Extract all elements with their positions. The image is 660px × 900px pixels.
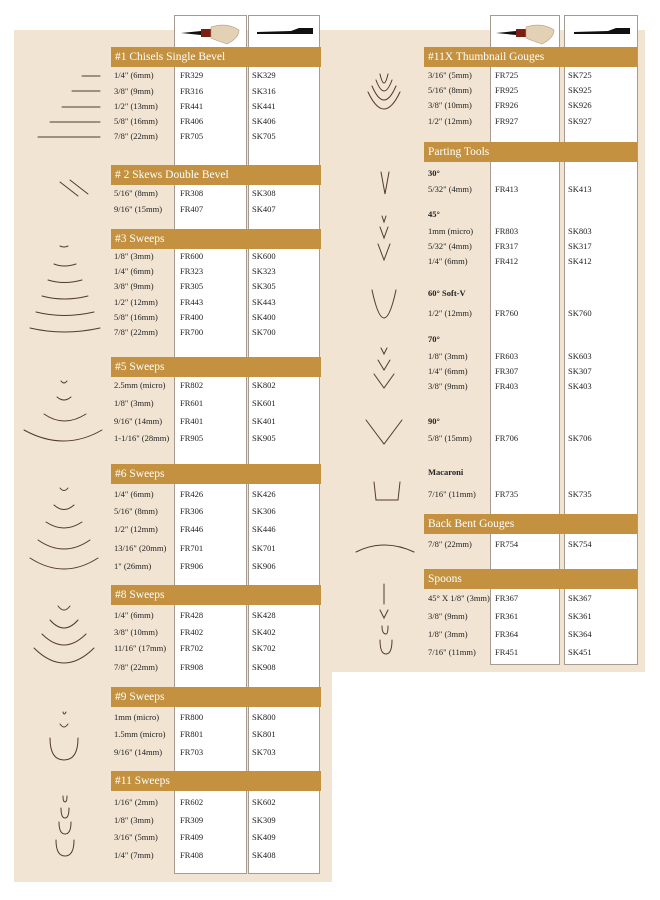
size-cell: 1/8" (3mm) bbox=[114, 251, 154, 261]
size-cell: 3/16" (5mm) bbox=[428, 70, 472, 80]
size-cell: 9/16" (14mm) bbox=[114, 416, 163, 426]
sk-code-cell: SK402 bbox=[252, 627, 276, 637]
angle-label: 70° bbox=[428, 334, 440, 344]
sk-code-cell: SK307 bbox=[568, 366, 592, 376]
size-cell: 11/16" (17mm) bbox=[114, 643, 167, 653]
section-header: #3 Sweeps bbox=[111, 229, 321, 249]
fr-code-cell: FR803 bbox=[495, 226, 519, 236]
section-header: #8 Sweeps bbox=[111, 585, 321, 605]
fr-code-cell: FR426 bbox=[180, 489, 204, 499]
size-cell: 1/8" (3mm) bbox=[114, 815, 154, 825]
size-cell: 1/4" (6mm) bbox=[428, 256, 468, 266]
size-cell: 5/8" (16mm) bbox=[114, 312, 158, 322]
size-cell: 1/4" (6mm) bbox=[114, 489, 154, 499]
angle-label: 45° bbox=[428, 209, 440, 219]
fr-tool-icon-right bbox=[492, 18, 558, 48]
size-cell: 3/8" (10mm) bbox=[114, 627, 158, 637]
size-cell: 1/8" (3mm) bbox=[428, 351, 468, 361]
sk-code-cell: SK603 bbox=[568, 351, 592, 361]
sk-code-cell: SK426 bbox=[252, 489, 276, 499]
sk-code-cell: SK451 bbox=[568, 647, 592, 657]
fr-code-cell: FR443 bbox=[180, 297, 204, 307]
size-cell: 2.5mm (micro) bbox=[114, 380, 166, 390]
fr-code-cell: FR600 bbox=[180, 251, 204, 261]
section-header: Back Bent Gouges bbox=[424, 514, 637, 534]
sk-code-cell: SK317 bbox=[568, 241, 592, 251]
size-cell: 5/32" (4mm) bbox=[428, 184, 472, 194]
angle-label: Macaroni bbox=[428, 467, 464, 477]
fr-code-cell: FR406 bbox=[180, 116, 204, 126]
sk-code-cell: SK400 bbox=[252, 312, 276, 322]
fr-code-cell: FR760 bbox=[495, 308, 519, 318]
fr-code-cell: FR401 bbox=[180, 416, 204, 426]
size-cell: 3/16" (5mm) bbox=[114, 832, 158, 842]
size-cell: 3/8" (9mm) bbox=[428, 611, 468, 621]
size-cell: 1/16" (2mm) bbox=[114, 797, 158, 807]
size-cell: 7/8" (22mm) bbox=[114, 662, 158, 672]
size-cell: 5/16" (8mm) bbox=[114, 188, 158, 198]
fr-code-cell: FR925 bbox=[495, 85, 519, 95]
size-cell: 3/8" (10mm) bbox=[428, 100, 472, 110]
fr-code-cell: FR906 bbox=[180, 561, 204, 571]
section-header: #11 Sweeps bbox=[111, 771, 321, 791]
fr-code-cell: FR413 bbox=[495, 184, 519, 194]
fr-code-cell: FR908 bbox=[180, 662, 204, 672]
section-header: Parting Tools bbox=[424, 142, 637, 162]
angle-label: 30° bbox=[428, 168, 440, 178]
sk-code-cell: SK926 bbox=[568, 100, 592, 110]
fr-code-cell: FR400 bbox=[180, 312, 204, 322]
sk-code-cell: SK706 bbox=[568, 433, 592, 443]
sk-code-cell: SK428 bbox=[252, 610, 276, 620]
size-cell: 1/4" (6mm) bbox=[114, 266, 154, 276]
size-cell: 1/4" (6mm) bbox=[114, 610, 154, 620]
size-cell: 5/16" (8mm) bbox=[114, 506, 158, 516]
size-cell: 1/2" (13mm) bbox=[114, 101, 158, 111]
angle-label: 60° Soft-V bbox=[428, 288, 466, 298]
sk-code-cell: SK905 bbox=[252, 433, 276, 443]
size-cell: 1/8" (3mm) bbox=[114, 398, 154, 408]
sk-code-cell: SK754 bbox=[568, 539, 592, 549]
sk-code-cell: SK802 bbox=[252, 380, 276, 390]
sk-code-cell: SK760 bbox=[568, 308, 592, 318]
fr-code-cell: FR927 bbox=[495, 116, 519, 126]
fr-tool-icon bbox=[177, 18, 243, 48]
sk-code-cell: SK700 bbox=[252, 327, 276, 337]
sk-code-cell: SK323 bbox=[252, 266, 276, 276]
fr-code-cell: FR725 bbox=[495, 70, 519, 80]
size-cell: 45° X 1/8" (3mm) bbox=[428, 593, 490, 603]
fr-code-cell: FR603 bbox=[495, 351, 519, 361]
fr-code-cell: FR316 bbox=[180, 86, 204, 96]
sk-code-cell: SK305 bbox=[252, 281, 276, 291]
sk-code-cell: SK409 bbox=[252, 832, 276, 842]
fr-code-cell: FR364 bbox=[495, 629, 519, 639]
size-cell: 3/8" (9mm) bbox=[114, 281, 154, 291]
size-cell: 1.5mm (micro) bbox=[114, 729, 166, 739]
sk-code-cell: SK725 bbox=[568, 70, 592, 80]
size-cell: 1" (26mm) bbox=[114, 561, 152, 571]
fr-code-cell: FR800 bbox=[180, 712, 204, 722]
sk-code-cell: SK367 bbox=[568, 593, 592, 603]
size-cell: 3/8" (9mm) bbox=[428, 381, 468, 391]
size-cell: 13/16" (20mm) bbox=[114, 543, 167, 553]
sk-code-cell: SK306 bbox=[252, 506, 276, 516]
fr-code-cell: FR705 bbox=[180, 131, 204, 141]
fr-code-cell: FR905 bbox=[180, 433, 204, 443]
fr-code-cell: FR307 bbox=[495, 366, 519, 376]
size-cell: 1/4" (6mm) bbox=[428, 366, 468, 376]
fr-code-cell: FR306 bbox=[180, 506, 204, 516]
sk-code-cell: SK803 bbox=[568, 226, 592, 236]
section-header: Spoons bbox=[424, 569, 637, 589]
sk-code-cell: SK408 bbox=[252, 850, 276, 860]
size-cell: 7/8" (22mm) bbox=[114, 327, 158, 337]
fr-code-cell: FR451 bbox=[495, 647, 519, 657]
size-cell: 1/2" (12mm) bbox=[428, 116, 472, 126]
fr-code-cell: FR402 bbox=[180, 627, 204, 637]
sk-code-cell: SK600 bbox=[252, 251, 276, 261]
fr-code-cell: FR361 bbox=[495, 611, 519, 621]
fr-code-cell: FR702 bbox=[180, 643, 204, 653]
size-cell: 1/4" (6mm) bbox=[114, 70, 154, 80]
fr-code-cell: FR926 bbox=[495, 100, 519, 110]
sk-code-cell: SK801 bbox=[252, 729, 276, 739]
size-cell: 1/2" (12mm) bbox=[428, 308, 472, 318]
fr-code-cell: FR703 bbox=[180, 747, 204, 757]
angle-label: 90° bbox=[428, 416, 440, 426]
size-cell: 7/16" (11mm) bbox=[428, 489, 476, 499]
fr-code-cell: FR408 bbox=[180, 850, 204, 860]
fr-code-cell: FR446 bbox=[180, 524, 204, 534]
fr-code-cell: FR700 bbox=[180, 327, 204, 337]
section-header: # 2 Skews Double Bevel bbox=[111, 165, 321, 185]
size-cell: 1mm (micro) bbox=[114, 712, 160, 722]
sk-code-cell: SK906 bbox=[252, 561, 276, 571]
fr-code-cell: FR317 bbox=[495, 241, 519, 251]
sk-code-cell: SK407 bbox=[252, 204, 276, 214]
sk-code-cell: SK406 bbox=[252, 116, 276, 126]
sk-code-cell: SK927 bbox=[568, 116, 592, 126]
fr-code-cell: FR308 bbox=[180, 188, 204, 198]
sk-code-cell: SK412 bbox=[568, 256, 592, 266]
fr-code-cell: FR602 bbox=[180, 797, 204, 807]
sk-code-cell: SK702 bbox=[252, 643, 276, 653]
fr-code-cell: FR801 bbox=[180, 729, 204, 739]
sk-code-cell: SK401 bbox=[252, 416, 276, 426]
sk-code-cell: SK441 bbox=[252, 101, 276, 111]
size-cell: 7/16" (11mm) bbox=[428, 647, 476, 657]
fr-column-right bbox=[490, 15, 560, 665]
size-cell: 7/8" (22mm) bbox=[114, 131, 158, 141]
sk-code-cell: SK364 bbox=[568, 629, 592, 639]
fr-code-cell: FR706 bbox=[495, 433, 519, 443]
size-cell: 1/2" (12mm) bbox=[114, 297, 158, 307]
fr-code-cell: FR802 bbox=[180, 380, 204, 390]
sk-tool-icon-right bbox=[568, 18, 634, 48]
size-cell: 9/16" (14mm) bbox=[114, 747, 163, 757]
fr-code-cell: FR323 bbox=[180, 266, 204, 276]
size-cell: 9/16" (15mm) bbox=[114, 204, 163, 214]
sk-code-cell: SK701 bbox=[252, 543, 276, 553]
fr-code-cell: FR403 bbox=[495, 381, 519, 391]
sk-code-cell: SK705 bbox=[252, 131, 276, 141]
fr-code-cell: FR754 bbox=[495, 539, 519, 549]
section-header: #11X Thumbnail Gouges bbox=[424, 47, 637, 67]
sk-code-cell: SK602 bbox=[252, 797, 276, 807]
section-header: #1 Chisels Single Bevel bbox=[111, 47, 321, 67]
size-cell: 7/8" (22mm) bbox=[428, 539, 472, 549]
fr-code-cell: FR409 bbox=[180, 832, 204, 842]
section-header: #5 Sweeps bbox=[111, 357, 321, 377]
size-cell: 3/8" (9mm) bbox=[114, 86, 154, 96]
sk-code-cell: SK413 bbox=[568, 184, 592, 194]
size-cell: 5/8" (15mm) bbox=[428, 433, 472, 443]
sk-code-cell: SK601 bbox=[252, 398, 276, 408]
sk-code-cell: SK403 bbox=[568, 381, 592, 391]
sk-code-cell: SK316 bbox=[252, 86, 276, 96]
size-cell: 5/8" (16mm) bbox=[114, 116, 158, 126]
sk-column-left bbox=[248, 15, 320, 874]
sk-code-cell: SK361 bbox=[568, 611, 592, 621]
sk-code-cell: SK329 bbox=[252, 70, 276, 80]
sk-column-right bbox=[564, 15, 638, 665]
sk-code-cell: SK308 bbox=[252, 188, 276, 198]
sk-code-cell: SK925 bbox=[568, 85, 592, 95]
fr-code-cell: FR309 bbox=[180, 815, 204, 825]
sk-code-cell: SK446 bbox=[252, 524, 276, 534]
fr-code-cell: FR601 bbox=[180, 398, 204, 408]
sk-code-cell: SK908 bbox=[252, 662, 276, 672]
fr-code-cell: FR407 bbox=[180, 204, 204, 214]
sk-code-cell: SK800 bbox=[252, 712, 276, 722]
size-cell: 5/32" (4mm) bbox=[428, 241, 472, 251]
sk-code-cell: SK443 bbox=[252, 297, 276, 307]
fr-code-cell: FR329 bbox=[180, 70, 204, 80]
fr-code-cell: FR412 bbox=[495, 256, 519, 266]
fr-column-left bbox=[174, 15, 247, 874]
size-cell: 1/8" (3mm) bbox=[428, 629, 468, 639]
fr-code-cell: FR367 bbox=[495, 593, 519, 603]
sk-code-cell: SK735 bbox=[568, 489, 592, 499]
fr-code-cell: FR305 bbox=[180, 281, 204, 291]
size-cell: 5/16" (8mm) bbox=[428, 85, 472, 95]
sk-code-cell: SK703 bbox=[252, 747, 276, 757]
size-cell: 1/4" (7mm) bbox=[114, 850, 154, 860]
section-header: #9 Sweeps bbox=[111, 687, 321, 707]
fr-code-cell: FR701 bbox=[180, 543, 204, 553]
size-cell: 1mm (micro) bbox=[428, 226, 474, 236]
fr-code-cell: FR735 bbox=[495, 489, 519, 499]
section-header: #6 Sweeps bbox=[111, 464, 321, 484]
fr-code-cell: FR428 bbox=[180, 610, 204, 620]
sk-code-cell: SK309 bbox=[252, 815, 276, 825]
size-cell: 1-1/16" (28mm) bbox=[114, 433, 170, 443]
size-cell: 1/2" (12mm) bbox=[114, 524, 158, 534]
fr-code-cell: FR441 bbox=[180, 101, 204, 111]
sk-tool-icon bbox=[251, 18, 317, 48]
